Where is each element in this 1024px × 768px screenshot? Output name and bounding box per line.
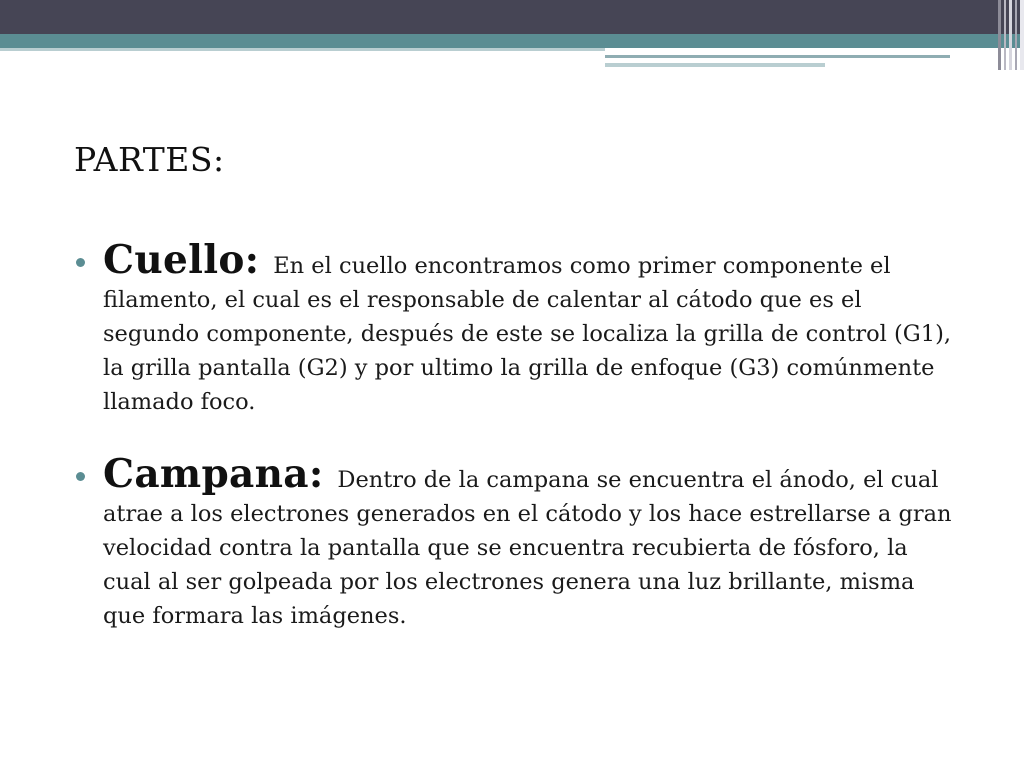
bullet-text: Dentro de la campana se encuentra el ánodo, el cual atrae a los electrones generados en el cátodo y los hace estrellarse a gran velocidad contra la pantalla que se encuentra recubierta de fósforo, la cual al ser golpeada por los electrones genera una luz brillante, misma que formara las imágenes. (103, 467, 952, 629)
bullet-text: En el cuello encontramos como primer componente el filamento, el cual es el responsable de calentar al cátodo que es el segundo componente, después de este se localiza la grilla de control (G1), la grilla pantalla (G2) y por ultimo la grilla de enfoque (G3) comúnmente llamado foco. (103, 253, 952, 415)
header-band-teal (0, 34, 1024, 48)
bullet-list (74, 237, 954, 671)
bullet-item-campana (74, 451, 954, 633)
header-band-dark (0, 0, 1024, 34)
header-band-accent (0, 48, 605, 51)
decorative-stripes (984, 0, 1024, 70)
bullet-dot-icon (76, 472, 85, 481)
slide-title: PARTES: (74, 140, 225, 179)
header-accent-line (605, 63, 825, 67)
bullet-dot-icon (76, 258, 85, 267)
header-accent-line (605, 55, 950, 58)
bullet-item-cuello (74, 237, 954, 419)
bullet-term: Cuello: (103, 237, 274, 283)
bullet-term: Campana: (103, 451, 338, 497)
